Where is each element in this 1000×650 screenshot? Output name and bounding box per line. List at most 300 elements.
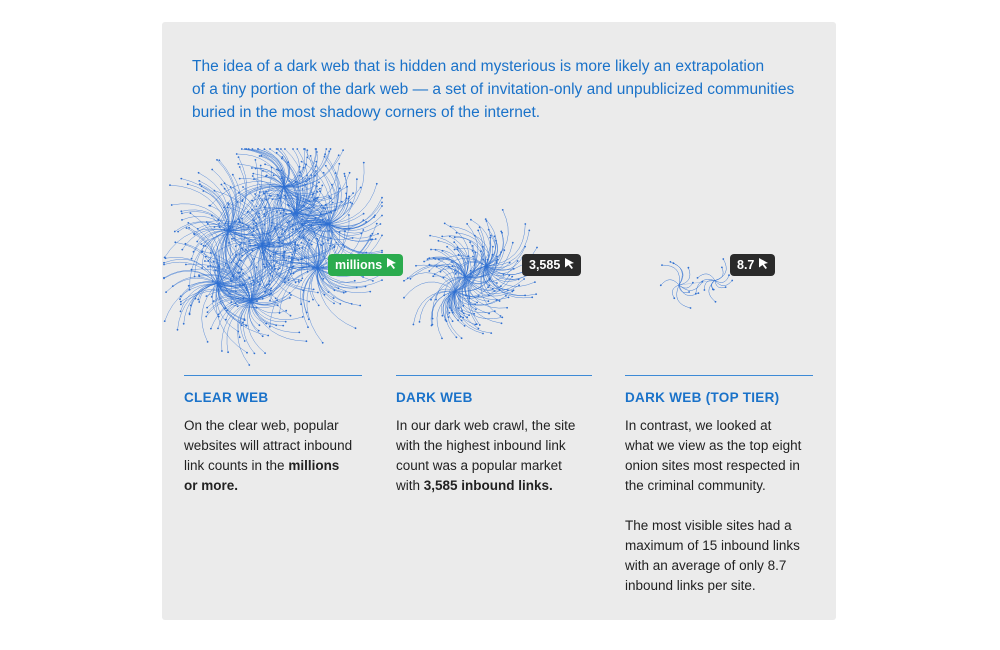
network-node: [218, 223, 220, 225]
badge-label: millions: [335, 258, 383, 272]
network-node: [207, 311, 209, 313]
network-node: [338, 154, 340, 156]
body-text: with: [396, 478, 424, 493]
network-node: [377, 233, 379, 235]
network-edge: [679, 282, 702, 291]
network-node: [325, 165, 327, 167]
network-node: [505, 295, 507, 297]
network-node: [163, 278, 165, 280]
body-text: websites will attract inbound: [184, 438, 353, 453]
network-node: [274, 268, 276, 270]
network-node: [478, 328, 480, 330]
network-node: [495, 240, 497, 242]
network-node: [535, 293, 537, 295]
network-node: [380, 223, 382, 225]
network-node: [500, 315, 502, 317]
network-node: [219, 226, 221, 228]
network-node: [206, 307, 208, 309]
network-node: [189, 314, 191, 316]
network-node: [306, 149, 308, 151]
network-node: [324, 156, 326, 158]
network-node: [442, 315, 444, 317]
network-node: [476, 302, 478, 304]
network-node: [185, 243, 187, 245]
network-node: [341, 201, 343, 203]
network-node: [704, 289, 706, 291]
body-line: [396, 436, 592, 456]
network-node: [688, 267, 690, 269]
network-node: [200, 243, 202, 245]
network-node: [185, 264, 187, 266]
network-node: [181, 213, 183, 215]
network-node: [295, 282, 297, 284]
network-node: [276, 261, 278, 263]
network-node: [262, 170, 264, 172]
network-node: [435, 249, 437, 251]
network-node: [375, 238, 377, 240]
network-node: [201, 185, 203, 187]
network-node: [528, 230, 530, 232]
network-node: [227, 351, 229, 353]
network-node: [259, 324, 261, 326]
network-node: [427, 258, 429, 260]
network-node: [223, 229, 225, 231]
cursor-icon: [386, 254, 397, 276]
network-node: [279, 237, 281, 239]
network-node: [480, 250, 482, 252]
network-node: [501, 317, 503, 319]
network-node: [206, 295, 208, 297]
body-text: The most visible sites had a: [625, 518, 792, 533]
network-node: [355, 327, 357, 329]
network-node: [174, 231, 176, 233]
network-node: [452, 265, 454, 267]
network-node: [470, 219, 472, 221]
network-node: [506, 307, 508, 309]
network-node: [258, 330, 260, 332]
network-node: [403, 297, 405, 299]
network-node: [273, 260, 275, 262]
network-node: [180, 178, 182, 180]
network-node: [204, 260, 206, 262]
network-node: [241, 255, 243, 257]
network-node: [479, 324, 481, 326]
network-node: [217, 219, 219, 221]
network-node: [454, 249, 456, 251]
network-node: [256, 206, 258, 208]
network-node: [327, 239, 329, 241]
network-edge: [486, 233, 504, 266]
network-node: [268, 283, 270, 285]
body-line: [396, 456, 592, 476]
network-node: [695, 293, 697, 295]
network-node: [255, 168, 257, 170]
network-node: [466, 316, 468, 318]
intro-line: of a tiny portion of the dark web — a set of invitation-only and unpublicized communities: [192, 81, 795, 98]
network-node: [282, 325, 284, 327]
network-node: [474, 324, 476, 326]
network-node: [372, 280, 374, 282]
network-node: [255, 222, 257, 224]
network-node: [472, 245, 474, 247]
network-node: [500, 231, 502, 233]
body-text: the criminal community.: [625, 478, 766, 493]
network-node: [264, 352, 266, 354]
network-node: [251, 167, 253, 169]
network-edge: [249, 301, 259, 331]
network-node: [338, 163, 340, 165]
network-node: [374, 215, 376, 217]
network-node: [253, 227, 255, 229]
network-node: [183, 323, 185, 325]
network-node: [492, 246, 494, 248]
network-node: [501, 322, 503, 324]
network-node: [302, 316, 304, 318]
network-node: [331, 184, 333, 186]
column-title: DARK WEB: [396, 390, 473, 405]
network-node: [312, 299, 314, 301]
network-node: [259, 283, 261, 285]
network-node: [254, 353, 256, 355]
network-node: [298, 332, 300, 334]
network-node: [218, 316, 220, 318]
network-node: [285, 310, 287, 312]
network-node: [233, 238, 235, 240]
network-node: [253, 178, 255, 180]
network-node: [293, 272, 295, 274]
network-node: [433, 257, 435, 259]
network-node: [348, 198, 350, 200]
network-node: [267, 233, 269, 235]
body-line: [184, 436, 362, 456]
network-node: [670, 261, 672, 263]
network-node: [280, 148, 282, 150]
network-node: [319, 188, 321, 190]
network-node: [198, 301, 200, 303]
network-node: [248, 240, 250, 242]
network-node: [245, 324, 247, 326]
network-node: [181, 219, 183, 221]
body-line: [625, 536, 813, 556]
network-node: [349, 172, 351, 174]
column-divider: [184, 375, 362, 376]
network-node: [247, 226, 249, 228]
network-node: [381, 250, 383, 252]
network-node: [461, 320, 463, 322]
network-node: [221, 350, 223, 352]
network-node: [232, 174, 234, 176]
network-node: [260, 165, 262, 167]
network-node: [275, 297, 277, 299]
network-node: [288, 256, 290, 258]
network-node: [468, 255, 470, 257]
clear-web-column: [184, 375, 362, 496]
network-node: [352, 192, 354, 194]
network-edge: [303, 268, 317, 313]
network-node: [216, 159, 218, 161]
network-node: [455, 273, 457, 275]
body-line: [184, 416, 362, 436]
network-edge: [715, 259, 726, 281]
network-node: [343, 292, 345, 294]
network-node: [241, 218, 243, 220]
network-node: [446, 320, 448, 322]
network-node: [306, 157, 308, 159]
network-node: [277, 304, 279, 306]
network-node: [330, 148, 332, 150]
network-node: [403, 280, 405, 282]
network-node: [363, 213, 365, 215]
network-node: [376, 183, 378, 185]
network-node: [288, 279, 290, 281]
network-node: [188, 227, 190, 229]
body-emphasis: millions: [288, 458, 340, 473]
network-node: [239, 166, 241, 168]
network-node: [363, 162, 365, 164]
network-node: [413, 324, 415, 326]
network-node: [180, 210, 182, 212]
network-node: [415, 265, 417, 267]
network-node: [198, 172, 200, 174]
network-edges: [403, 209, 541, 339]
body-line: [625, 416, 813, 436]
network-node: [449, 312, 451, 314]
network-node: [205, 316, 207, 318]
network-node: [333, 297, 335, 299]
network-node: [344, 173, 346, 175]
network-node: [259, 237, 261, 239]
network-node: [324, 153, 326, 155]
infographic-panel: [162, 22, 836, 620]
network-node: [489, 237, 491, 239]
network-node: [296, 148, 298, 150]
network-node: [351, 303, 353, 305]
network-node: [725, 286, 727, 288]
network-node: [275, 252, 277, 254]
network-node: [223, 207, 225, 209]
top-tier-network-graph: [652, 240, 742, 330]
network-node: [264, 224, 266, 226]
network-node: [242, 322, 244, 324]
network-node: [242, 186, 244, 188]
network-node: [306, 340, 308, 342]
network-node: [299, 175, 301, 177]
network-node: [279, 267, 281, 269]
network-node: [256, 300, 258, 302]
body-text: with the highest inbound link: [396, 438, 566, 453]
network-node: [661, 264, 663, 266]
intro-text: [192, 55, 822, 124]
network-edge: [715, 281, 732, 286]
network-node: [450, 226, 452, 228]
column-divider: [396, 375, 592, 376]
body-text: inbound links per site.: [625, 578, 756, 593]
network-node: [256, 307, 258, 309]
network-node: [534, 281, 536, 283]
network-node: [410, 278, 412, 280]
network-node: [453, 241, 455, 243]
network-node: [494, 235, 496, 237]
network-node: [303, 148, 305, 150]
network-node: [207, 341, 209, 343]
network-node: [289, 292, 291, 294]
network-node: [494, 310, 496, 312]
network-node: [456, 232, 458, 234]
network-node: [209, 205, 211, 207]
network-node: [292, 224, 294, 226]
network-node: [273, 254, 275, 256]
network-node: [369, 291, 371, 293]
network-node: [419, 321, 421, 323]
network-node: [511, 276, 513, 278]
network-node: [441, 236, 443, 238]
network-node: [269, 148, 271, 150]
network-node: [381, 202, 383, 204]
network-node: [177, 231, 179, 233]
network-edges: [660, 258, 733, 309]
network-edge: [715, 281, 726, 288]
network-node: [264, 148, 266, 150]
network-node: [304, 257, 306, 259]
network-edge: [670, 262, 682, 285]
network-edge: [251, 301, 307, 341]
network-node: [432, 275, 434, 277]
network-node: [231, 238, 233, 240]
network-node: [722, 258, 724, 260]
network-node: [264, 163, 266, 165]
network-node: [497, 259, 499, 261]
body-line: [396, 476, 592, 496]
body-line: [625, 436, 813, 456]
network-node: [365, 286, 367, 288]
network-node: [323, 172, 325, 174]
network-node: [451, 310, 453, 312]
hub-link: [679, 281, 715, 286]
network-node: [360, 233, 362, 235]
network-node: [518, 279, 520, 281]
network-node: [239, 336, 241, 338]
network-node: [199, 183, 201, 185]
network-node: [279, 312, 281, 314]
network-node: [531, 296, 533, 298]
network-edge: [247, 301, 265, 353]
network-node: [280, 212, 282, 214]
network-node: [290, 294, 292, 296]
network-node: [165, 257, 167, 259]
network-node: [536, 247, 538, 249]
network-node: [181, 249, 183, 251]
network-node: [308, 266, 310, 268]
network-node: [688, 291, 690, 293]
network-node: [249, 245, 251, 247]
network-node: [207, 266, 209, 268]
network-node: [360, 187, 362, 189]
network-node: [490, 235, 492, 237]
network-node: [698, 292, 700, 294]
network-node: [193, 251, 195, 253]
network-node: [430, 249, 432, 251]
network-node: [177, 329, 179, 331]
network-edge: [662, 265, 680, 285]
network-node: [249, 242, 251, 244]
network-edge: [709, 281, 716, 302]
network-node: [230, 186, 232, 188]
network-node: [169, 184, 171, 186]
network-node: [244, 340, 246, 342]
network-node: [218, 159, 220, 161]
network-node: [721, 267, 723, 269]
network-node: [334, 289, 336, 291]
network-node: [295, 241, 297, 243]
network-node: [452, 320, 454, 322]
network-node: [267, 335, 269, 337]
network-node: [262, 335, 264, 337]
network-edge: [673, 263, 683, 285]
network-node: [294, 243, 296, 245]
network-node: [244, 319, 246, 321]
network-node: [715, 301, 717, 303]
network-node: [257, 148, 259, 150]
network-node: [482, 333, 484, 335]
dark-web-network-graph: [402, 207, 542, 347]
network-node: [217, 328, 219, 330]
network-node: [263, 243, 265, 245]
body-line: [396, 416, 592, 436]
body-line: [184, 456, 362, 476]
network-node: [508, 275, 510, 277]
network-node: [268, 241, 270, 243]
network-node: [252, 173, 254, 175]
network-node: [262, 298, 264, 300]
network-node: [307, 326, 309, 328]
cursor-icon: [564, 254, 575, 276]
network-node: [273, 174, 275, 176]
network-node: [271, 225, 273, 227]
network-node: [240, 260, 242, 262]
network-node: [164, 320, 166, 322]
network-node: [485, 218, 487, 220]
network-node: [237, 163, 239, 165]
network-node: [237, 306, 239, 308]
badge-label: 3,585: [529, 258, 561, 272]
network-node: [496, 299, 498, 301]
network-node: [211, 169, 213, 171]
network-node: [266, 263, 268, 265]
network-node: [282, 255, 284, 257]
network-node: [310, 155, 312, 157]
network-node: [370, 239, 372, 241]
network-node: [269, 326, 271, 328]
network-node: [512, 242, 514, 244]
network-node: [180, 304, 182, 306]
network-node: [454, 270, 456, 272]
network-node: [660, 284, 662, 286]
network-node: [232, 226, 234, 228]
network-node: [163, 262, 165, 264]
network-node: [306, 312, 308, 314]
network-node: [348, 196, 350, 198]
network-node: [237, 331, 239, 333]
network-node: [461, 337, 463, 339]
network-node: [187, 183, 189, 185]
network-node: [317, 292, 319, 294]
network-node: [253, 258, 255, 260]
network-node: [300, 259, 302, 261]
network-node: [270, 287, 272, 289]
column-title: DARK WEB (TOP TIER): [625, 390, 780, 405]
network-node: [284, 281, 286, 283]
network-node: [456, 336, 458, 338]
